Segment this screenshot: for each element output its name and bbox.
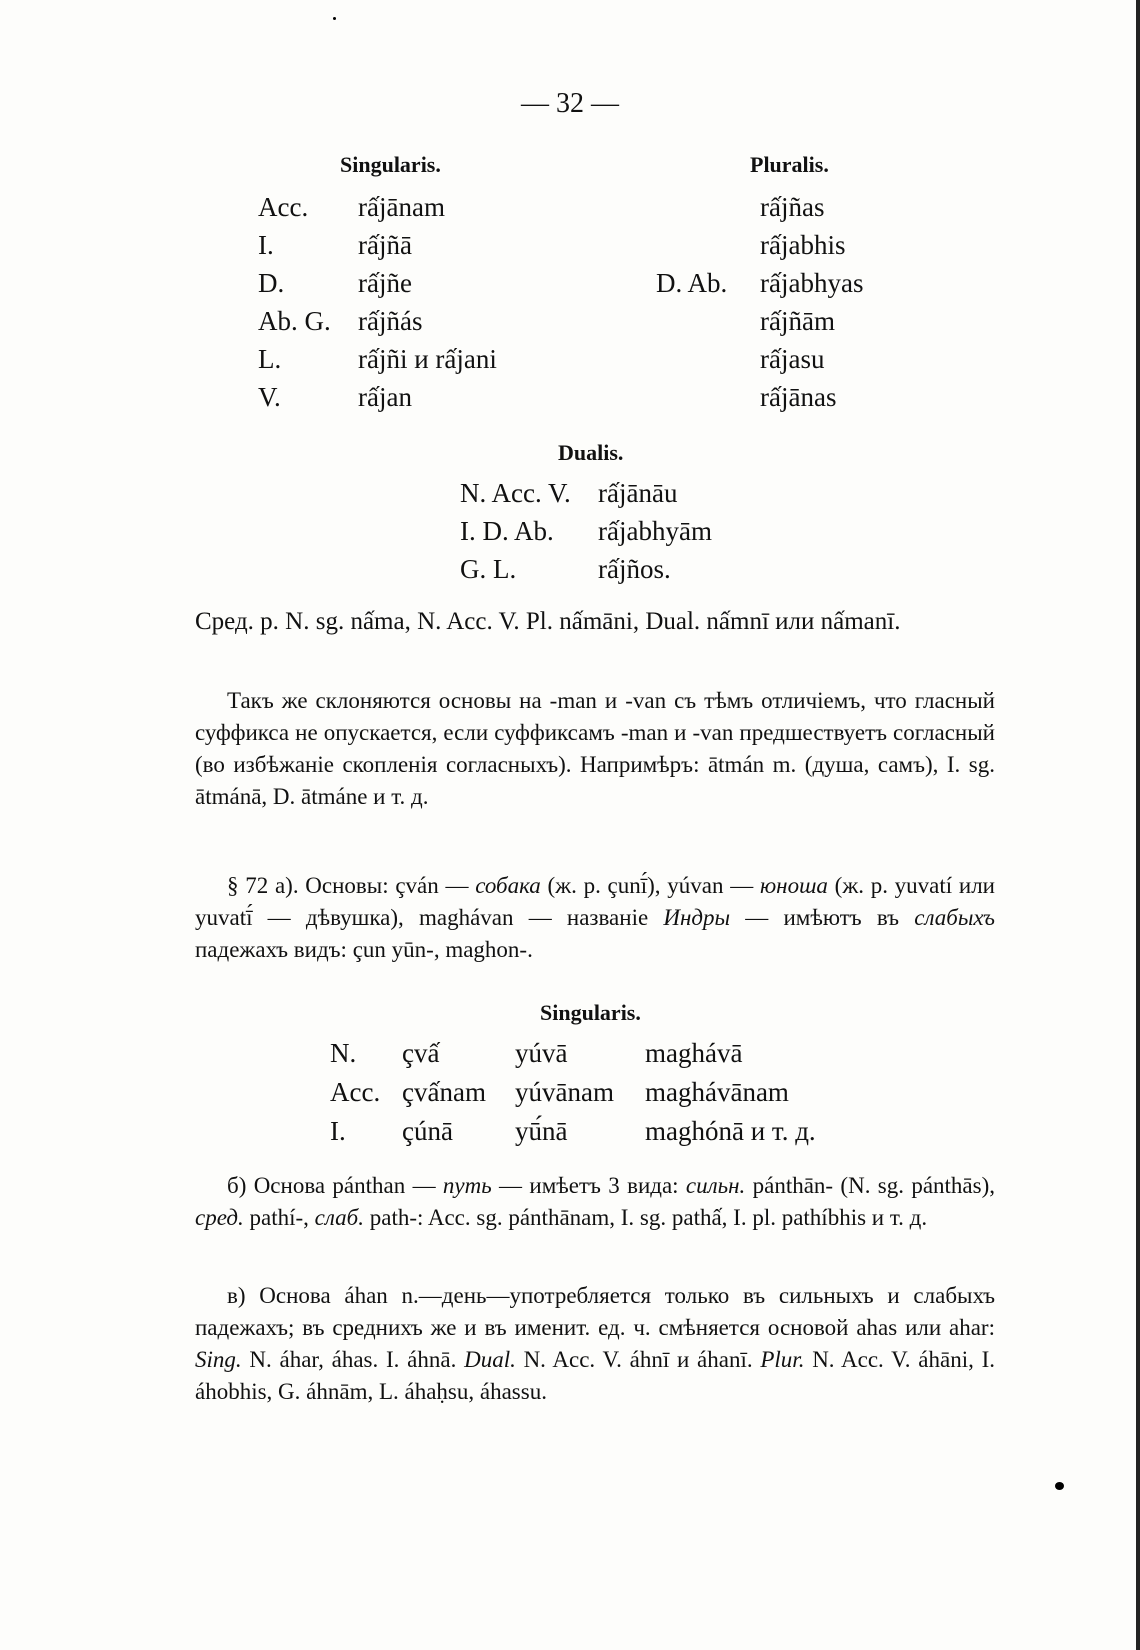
italic-text: слаб. (314, 1205, 364, 1230)
plural-form: rấjānas (760, 382, 837, 412)
neuter-paragraph: Сред. р. N. sg. nấma, N. Acc. V. Pl. nấmāni, Dual. nấmnī или nấmanī. (195, 608, 901, 635)
singular-form: rấjan (358, 382, 412, 412)
form-maghavan: maghávā (645, 1038, 743, 1068)
form-cvan: çvấ (402, 1038, 440, 1068)
section-72a-paragraph (195, 870, 995, 966)
text: — имѣютъ въ (730, 905, 915, 930)
singular-form: rấjñi и rấjani (358, 344, 497, 374)
singular-form: rấjñe (358, 268, 412, 298)
case-label: L. (258, 344, 282, 374)
italic-text: Sing. (195, 1347, 242, 1372)
dual-heading: Dualis. (558, 440, 624, 465)
case-label: Acc. (258, 192, 309, 222)
text: — имѣетъ 3 вида: (491, 1173, 686, 1198)
text: б) Основа pánthan — (227, 1173, 443, 1198)
paragraph-b (195, 1170, 995, 1234)
text: (ж. р. çunī́), yúvan — (540, 873, 760, 898)
man-van-paragraph: Такъ же склоняются основы на -man и -van съ тѣмъ отличіемъ, что гласный суффикса не опускается, если суффиксамъ -man и -van предшествуетъ согласный (во избѣжаніе скопленія согласныхъ). Напримѣръ: ātmán m. (душа, самъ), I. sg. ātmánā, D. ātmáne и т. д. (195, 688, 995, 809)
text: N. áhar, áhas. I. áhnā. (241, 1347, 465, 1372)
text: § 72 а). Основы: çván — (227, 873, 476, 898)
singular-form: rấjānam (358, 192, 445, 222)
italic-text: собака (475, 873, 541, 898)
text: path-: Acc. sg. pánthānam, I. sg. pathấ, I. pl. pathíbhis и т. д. (363, 1205, 928, 1230)
singular-form: rấjñás (358, 306, 423, 336)
text: N. Acc. V. áhāni, I. áhobhis, G. áhnām, L. áhaḥsu, áhassu. (195, 1347, 995, 1404)
case-label: Acc. (330, 1077, 381, 1107)
case-label: V. (258, 382, 281, 412)
singular-heading-2: Singularis. (540, 1000, 641, 1025)
italic-text: сред. (195, 1205, 244, 1230)
page-edge (1136, 0, 1140, 1650)
plural-form: rấjñām (760, 306, 835, 336)
text: падежахъ видъ: çun yūn-, maghon-. (195, 937, 533, 962)
italic-text: Dual. (464, 1347, 516, 1372)
dual-form: rấjabhyām (598, 516, 712, 546)
text: N. Acc. V. áhnī и áhanī. (515, 1347, 761, 1372)
plural-case-label: D. Ab. (656, 268, 728, 298)
dual-form: rấjños. (598, 554, 671, 584)
italic-text: путь (442, 1173, 492, 1198)
form-yuvan: yúvānam (515, 1077, 614, 1107)
paragraph-v (195, 1280, 995, 1408)
case-label: N. Acc. V. (460, 478, 571, 508)
text: pánthān- (N. sg. pánthās), (745, 1173, 995, 1198)
case-label: I. (330, 1116, 346, 1146)
dual-form: rấjānāu (598, 478, 678, 508)
text: в) Основа áhan n.—день—употребляется только въ сильныхъ и слабыхъ падежахъ; въ среднихъ же и въ именит. ед. ч. смѣняется основой ahas или ahar: (195, 1283, 995, 1340)
italic-text: сильн. (685, 1173, 746, 1198)
plural-form: rấjabhis (760, 230, 846, 260)
plural-heading: Pluralis. (750, 152, 829, 177)
case-label: Ab. G. (258, 306, 331, 336)
case-label: D. (258, 268, 285, 298)
plural-form: rấjasu (760, 344, 825, 374)
text: (ж. р. yuvatí или yuvatī́ — дѣвушка), maghávan — названіе (195, 873, 995, 930)
italic-text: слабыхъ (914, 905, 995, 930)
case-label: I. D. Ab. (460, 516, 554, 546)
text: pathí-, (243, 1205, 315, 1230)
italic-text: Индры (663, 905, 731, 930)
case-label: G. L. (460, 554, 517, 584)
italic-text: Plur. (760, 1347, 805, 1372)
ink-speck (1055, 1482, 1064, 1490)
form-cvan: çvấnam (402, 1077, 486, 1107)
case-label: N. (330, 1038, 357, 1068)
singular-heading: Singularis. (340, 152, 441, 177)
plural-form: rấjñas (760, 192, 825, 222)
form-cvan: çúnā (402, 1116, 453, 1146)
singular-form: rấjñā (358, 230, 412, 260)
ink-speck (333, 17, 336, 20)
form-maghavan: maghávānam (645, 1077, 789, 1107)
form-yuvan: yúvā (515, 1038, 568, 1068)
page-number: — 32 — (521, 88, 619, 119)
form-maghavan: maghónā и т. д. (645, 1116, 816, 1146)
form-yuvan: yū́nā (515, 1116, 568, 1146)
plural-form: rấjabhyas (760, 268, 864, 298)
case-label: I. (258, 230, 274, 260)
italic-text: юноша (759, 873, 828, 898)
